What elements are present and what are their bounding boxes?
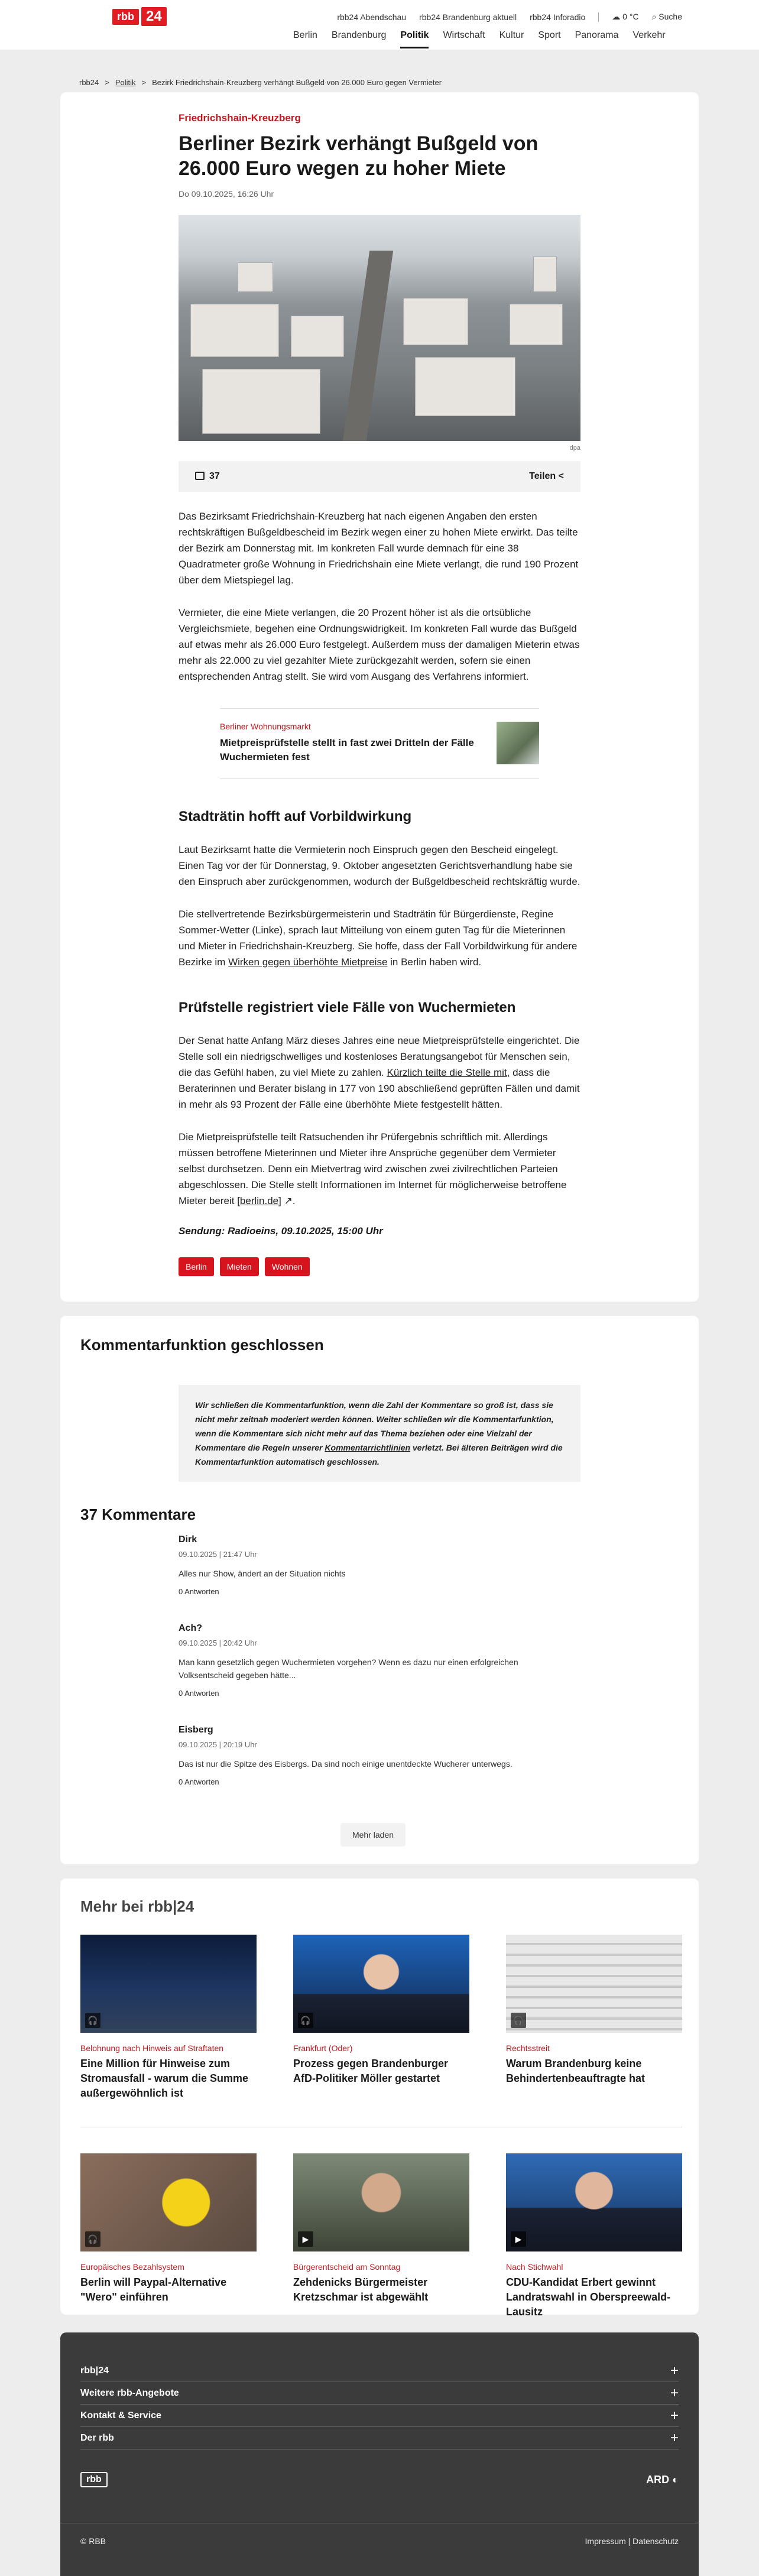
more-rbb24-section	[60, 1879, 699, 2318]
teaser-image	[506, 2153, 682, 2251]
comment-text: Das ist nur die Spitze des Eisbergs. Da sind noch einige unentdeckte Wucherer unterwegs.	[179, 1759, 513, 1769]
nav-sport[interactable]: Sport	[538, 30, 561, 40]
teaser-image	[506, 1935, 682, 2033]
ard-logo[interactable]: ARD ◐	[646, 2473, 679, 2486]
logo-24: 24	[141, 7, 167, 26]
weather-widget[interactable]: ☁ 0 °C	[612, 12, 639, 21]
related-teaser[interactable]	[220, 708, 539, 779]
logo-rbb: rbb	[112, 9, 139, 25]
footer-row-kontakt[interactable]: Kontakt & Service +	[80, 2405, 679, 2427]
video-icon: ▶	[298, 2231, 313, 2247]
paragraph: Der Senat hatte Anfang März dieses Jahres eine neue Mietpreisprüfstelle eingerichtet. Die Stelle soll ein niedrigschwelliges und kostenloses Beratungsangebot für Menschen sein, die das Gefühl haben, zu viel Miete zu zahlen. Kürzlich teilte die Stelle mit, dass die Beraterinnen und Berater bislang in 177 von 190 abschließend geprüften Fällen und damit in mehr als 93 Prozent der Fälle eine überhöhte Miete festgestellt hätten.	[179, 1035, 580, 1110]
share-button[interactable]: Teilen <	[529, 471, 564, 481]
breadcrumb-home[interactable]: rbb24	[79, 77, 99, 87]
external-link-icon: ↗	[284, 1195, 293, 1206]
teaser-kicker: Nach Stichwahl	[506, 2262, 563, 2272]
paragraph: Die Mietpreisprüfstelle teilt Ratsuchenden ihr Prüfergebnis schriftlich mit. Allerdings müssen betroffene Mieterinnen und Mieter ihre Ansprüche gegenüber dem Vermieter selbst durchsetzen. Denn ein Mietvertrag wird zwischen zwei zivilrechtlichen Parteien abgeschlossen. Die Stelle stellt Informationen im Internet für möglicherweise betroffene Mieter bereit [berlin.de] ↗.	[179, 1131, 567, 1206]
teaser-image	[80, 1935, 257, 2033]
teaser-card[interactable]	[80, 2153, 257, 2319]
article-toolbar	[179, 461, 580, 492]
top-link-inforadio[interactable]: rbb24 Inforadio	[530, 12, 586, 22]
teaser-image	[293, 1935, 469, 2033]
nav-berlin[interactable]: Berlin	[293, 30, 317, 40]
teaser-title: Prozess gegen Brandenburger AfD-Politiker Möller gestartet	[293, 2058, 449, 2084]
site-header	[0, 0, 759, 50]
video-icon: ▶	[511, 2231, 526, 2247]
teaser-title: CDU-Kandidat Erbert gewinnt Landratswahl in Oberspreewald-Lausitz	[506, 2276, 671, 2318]
teaser-thumbnail	[497, 722, 539, 764]
nav-panorama[interactable]: Panorama	[575, 30, 619, 40]
teaser-kicker: Belohnung nach Hinweis auf Straftaten	[80, 2043, 224, 2053]
breadcrumb-politik[interactable]: Politik	[115, 77, 136, 87]
teaser-title: Mietpreisprüfstelle stellt in fast zwei Dritteln der Fälle Wuchermieten fest	[220, 737, 474, 763]
teaser-title: Eine Million für Hinweise zum Stromausfall - warum die Summe außergewöhnlich ist	[80, 2058, 249, 2099]
top-link-abendschau[interactable]: rbb24 Abendschau	[337, 12, 407, 22]
comment-author: Ach?	[179, 1623, 202, 1633]
footer-rbb-logo[interactable]: rbb	[80, 2472, 108, 2487]
paragraph: Die stellvertretende Bezirksbürgermeisterin und Stadträtin für Bürgerdienste, Regine Sommer-Wetter (Linke), sprach laut Mitteilung von einem guten Tag für die Mieterinnen und Mieter in Friedrichshain-Kreuzberg. Sie hoffe, dass der Fall Vorbildwirkung für andere Bezirke im Wirken gegen überhöhte Mietpreise in Berlin haben wird.	[179, 909, 578, 968]
teaser-kicker: Rechtsstreit	[506, 2043, 550, 2053]
breadcrumb: rbb24 > Politik > Bezirk Friedrichshain-Kreuzberg verhängt Bußgeld von 26.000 Euro gegen Vermieter	[79, 77, 442, 87]
teaser-card[interactable]	[293, 1935, 469, 2101]
top-link-brandenburg-aktuell[interactable]: rbb24 Brandenburg aktuell	[419, 12, 517, 22]
comment-guidelines-link[interactable]: Kommentarrichtlinien	[325, 1443, 411, 1452]
comment-author: Eisberg	[179, 1725, 213, 1735]
comments-count: 37 Kommentare	[80, 1506, 196, 1523]
article-image	[179, 215, 580, 441]
comment-replies[interactable]: 0 Antworten	[179, 1777, 219, 1786]
comments-section	[60, 1316, 699, 1864]
teaser-card[interactable]	[506, 2153, 682, 2319]
breadcrumb-current: Bezirk Friedrichshain-Kreuzberg verhängt Bußgeld von 26.000 Euro gegen Vermieter	[152, 77, 442, 87]
teaser-card[interactable]	[80, 1935, 257, 2101]
comments-count-button[interactable]: 37	[195, 471, 220, 482]
comments-notice: Wir schließen die Kommentarfunktion, wenn die Zahl der Kommentare so groß ist, dass sie nicht mehr zeitnah moderiert werden können. Weiter schließen wir die Kommentarfunktion, wenn die Kommentare sich nicht mehr auf das Thema beziehen oder eine Vielzahl der Kommentare die Regeln unserer Kommentarrichtlinien verletzt. Bei älteren Beiträgen wird die Kommentarfunktion automatisch geschlossen.	[179, 1385, 580, 1482]
teaser-image	[293, 2153, 469, 2251]
audio-icon: 🎧	[298, 2013, 313, 2028]
audio-icon: 🎧	[85, 2013, 100, 2028]
tag-mieten[interactable]: Mieten	[220, 1257, 259, 1276]
more-title: Mehr bei rbb|24	[80, 1897, 194, 1915]
inline-link-stelle[interactable]: Kürzlich teilte die Stelle mit,	[387, 1067, 510, 1078]
nav-politik[interactable]: Politik	[393, 27, 436, 48]
site-footer	[60, 2332, 699, 2523]
teaser-kicker: Bürgerentscheid am Sonntag	[293, 2262, 401, 2272]
teaser-card[interactable]	[293, 2153, 469, 2319]
article-kicker: Friedrichshain-Kreuzberg	[179, 112, 301, 124]
footer-row-rbb24[interactable]: rbb|24 +	[80, 2360, 679, 2382]
audio-icon: 🎧	[85, 2231, 100, 2247]
inline-link-mietpreise[interactable]: Wirken gegen überhöhte Mietpreise	[228, 956, 388, 968]
ard-circle-icon: ◐	[672, 2473, 679, 2486]
article-card	[60, 92, 699, 1302]
tag-berlin[interactable]: Berlin	[179, 1257, 214, 1276]
comment-icon	[195, 472, 205, 480]
comment-date: 09.10.2025 | 21:47 Uhr	[179, 1550, 257, 1559]
teaser-kicker: Berliner Wohnungsmarkt	[220, 722, 311, 731]
teaser-card[interactable]	[506, 1935, 682, 2101]
teaser-kicker: Europäisches Bezahlsystem	[80, 2262, 184, 2272]
comment-date: 09.10.2025 | 20:42 Uhr	[179, 1639, 257, 1647]
share-icon: <	[558, 471, 564, 481]
comment-author: Dirk	[179, 1534, 197, 1545]
teaser-title: Zehdenicks Bürgermeister Kretzschmar ist abgewählt	[293, 2276, 429, 2303]
main-nav	[286, 27, 673, 48]
comment	[179, 1623, 699, 1698]
teaser-title: Berlin will Paypal-Alternative "Wero" einführen	[80, 2276, 227, 2303]
footer-row-der-rbb[interactable]: Der rbb +	[80, 2427, 679, 2450]
comment	[179, 1534, 699, 1596]
nav-verkehr[interactable]: Verkehr	[632, 30, 666, 40]
imprint-link[interactable]: Impressum	[585, 2536, 626, 2546]
nav-wirtschaft[interactable]: Wirtschaft	[443, 30, 485, 40]
rbb24-logo[interactable]	[112, 7, 167, 26]
privacy-link[interactable]: Datenschutz	[632, 2536, 679, 2546]
paragraph: Das Bezirksamt Friedrichshain-Kreuzberg hat nach eigenen Angaben den ersten rechtskräftigen Bußgeldbescheid im Bezirk wegen einer zu hohen Miete erwirkt. Das teilte der Bezirk am Donnerstag mit. Im konkreten Fall wurde demnach für eine 38 Quadratmeter große Wohnung in Friedrichshain eine Miete verlangt, die rund 190 Prozent über dem Mietspiegel lag.	[179, 511, 579, 586]
comment-replies[interactable]: 0 Antworten	[179, 1587, 219, 1596]
plus-icon: +	[670, 2407, 679, 2423]
inline-link-berlin-de[interactable]: [berlin.de] ↗	[237, 1195, 293, 1206]
teaser-kicker: Frankfurt (Oder)	[293, 2043, 353, 2053]
plus-icon: +	[670, 2362, 679, 2379]
article-title: Berliner Bezirk verhängt Bußgeld von 26.000 Euro wegen zu hoher Miete	[179, 132, 539, 180]
tag-list	[179, 1257, 699, 1276]
subheading: Prüfstelle registriert viele Fälle von Wuchermieten	[179, 1000, 516, 1016]
search-button[interactable]: ⌕ Suche	[651, 12, 682, 21]
paragraph: Vermieter, die eine Miete verlangen, die 20 Prozent höher ist als die ortsübliche Vergleichsmiete, begehen eine Ordnungswidrigkeit. Im konkreten Fall wurde das Bußgeld auf etwas mehr als 26.000 Euro festgelegt. Außerdem muss der damaligen Mieterin etwas mehr als 22.000 zu viel gezahlter Miete zurückgezahlt werden, sofern sie einen entsprechenden Antrag stellt. Sie wird vom Ausgang des Verfahrens informiert.	[179, 607, 580, 682]
comment-text: Man kann gesetzlich gegen Wuchermieten vorgehen? Wenn es dazu nur einen erfolgreichen Volksentscheid gegeben hätte...	[179, 1657, 518, 1680]
comment-text: Alles nur Show, ändert an der Situation nichts	[179, 1569, 346, 1578]
nav-brandenburg[interactable]: Brandenburg	[331, 30, 387, 40]
subheading: Stadträtin hofft auf Vorbildwirkung	[179, 809, 412, 825]
audio-icon: 🎧	[511, 2013, 526, 2028]
paragraph: Laut Bezirksamt hatte die Vermieterin noch Einspruch gegen den Bescheid eingelegt. Einen Tag vor der für Donnerstag, 9. Oktober angesetzten Gerichtsverhandlung habe sie den Einspruch aber zurückgenommen, wodurch der Bußgeldbescheid rechtskräftig wurde.	[179, 844, 580, 887]
divider	[598, 12, 599, 22]
comment-date: 09.10.2025 | 20:19 Uhr	[179, 1740, 257, 1749]
comment-replies[interactable]: 0 Antworten	[179, 1689, 219, 1698]
broadcast-info: Sendung: Radioeins, 09.10.2025, 15:00 Uhr	[179, 1225, 383, 1237]
teaser-title: Warum Brandenburg keine Behindertenbeauftragte hat	[506, 2058, 646, 2084]
comment	[179, 1725, 699, 1786]
plus-icon: +	[670, 2429, 679, 2446]
legal-bar: © RBB Impressum | Datenschutz	[60, 2523, 699, 2576]
nav-kultur[interactable]: Kultur	[499, 30, 524, 40]
search-icon: ⌕	[651, 12, 657, 21]
top-links	[337, 12, 682, 22]
tag-wohnen[interactable]: Wohnen	[265, 1257, 310, 1276]
teaser-image	[80, 2153, 257, 2251]
article-date: Do 09.10.2025, 16:26 Uhr	[179, 189, 274, 199]
copyright: © RBB	[80, 2536, 106, 2546]
comments-closed-title: Kommentarfunktion geschlossen	[80, 1336, 324, 1354]
load-more-button[interactable]: Mehr laden	[340, 1823, 406, 1847]
cloud-icon: ☁	[612, 12, 621, 21]
plus-icon: +	[670, 2384, 679, 2401]
image-credit: dpa	[569, 445, 580, 452]
footer-row-angebote[interactable]: Weitere rbb-Angebote +	[80, 2382, 679, 2405]
